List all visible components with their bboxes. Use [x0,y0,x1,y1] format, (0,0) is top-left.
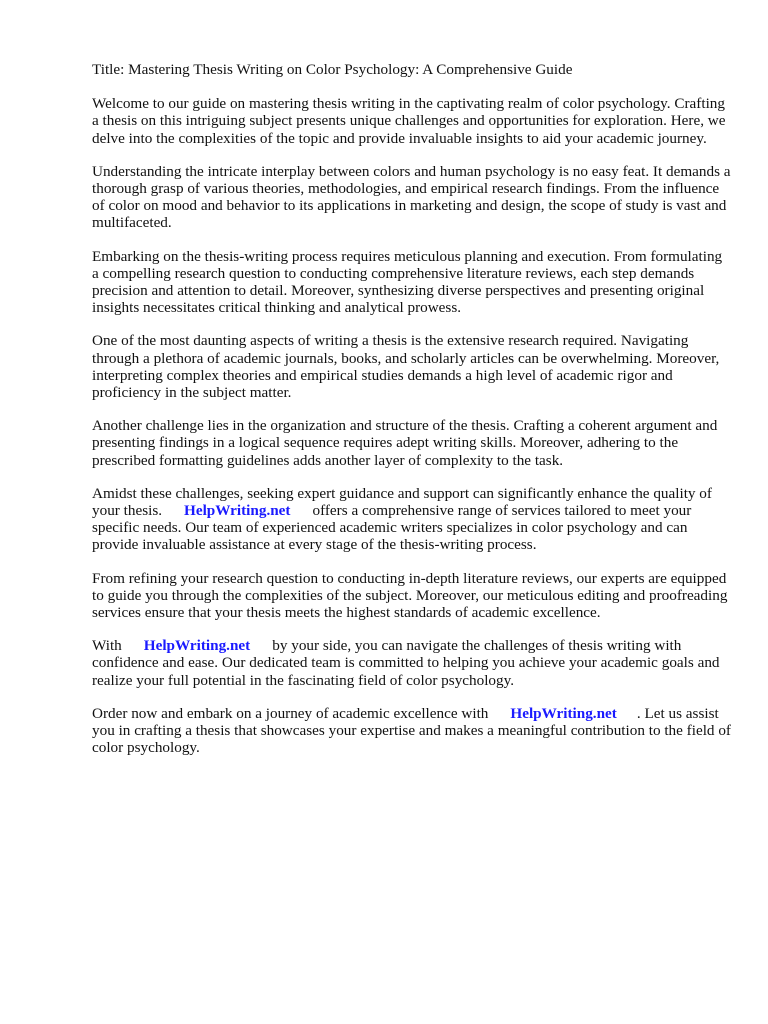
paragraph-guidance-text-end: offers a comprehensive range of services tailored to meet your specific needs. Our team of experienced academic writers specializes in color psychology and can provide invaluable assistance at every stage of the thesis-writing process. [92,502,692,554]
paragraph-support [92,637,732,689]
paragraph-order [92,705,732,757]
document-title: Title: Mastering Thesis Writing on Color Psychology: A Comprehensive Guide [92,61,573,78]
paragraph-order-text-end: . Let us assist you in crafting a thesis that showcases your expertise and makes a meaningful contribution to the field of color psychology. [92,704,731,757]
paragraph-guidance-text-start: Amidst these challenges, seeking expert guidance and support can significantly enhance the quality of your thesis. [92,484,712,520]
paragraph-research: One of the most daunting aspects of writing a thesis is the extensive research required. Navigating through a plethora of academic journals, books, and scholarly articles can be overwhelming. Moreover, interpreting complex theories and empirical studies demands a high level of academic rigor and proficiency in the subject matter. [92,332,720,402]
paragraph-support-text-start: With [92,637,122,655]
document-page [92,61,732,773]
helpwriting-link[interactable]: HelpWriting.net [143,637,251,655]
helpwriting-link[interactable]: HelpWriting.net [510,704,617,722]
paragraph-structure: Another challenge lies in the organization and structure of the thesis. Crafting a coherent argument and presenting findings in a logical sequence requires adept writing skills. Moreover, adhering to the prescribed formatting guidelines adds another layer of complexity to the task. [92,417,718,469]
paragraph-experts: From refining your research question to conducting in-depth literature reviews, our experts are equipped to guide you through the complexities of the subject. Moreover, our meticulous editing and proofreading services ensure that your thesis meets the highest standards of academic excellence. [92,569,728,622]
paragraph-interplay: Understanding the intricate interplay between colors and human psychology is no easy feat. It demands a thorough grasp of various theories, methodologies, and empirical research findings. From the influence of color on mood and behavior to its applications in marketing and design, the scope of study is vast and multifaceted. [92,162,731,232]
helpwriting-link[interactable]: HelpWriting.net [184,502,291,520]
paragraph-process: Embarking on the thesis-writing process requires meticulous planning and execution. From formulating a compelling research question to conducting comprehensive literature reviews, each step demands precision and attention to detail. Moreover, synthesizing diverse perspectives and presenting original insights necessitates critical thinking and analytical prowess. [92,247,723,317]
paragraph-support-text-end: by your side, you can navigate the challenges of thesis writing with confidence and ease. Our dedicated team is committed to helping you achieve your academic goals and realize your full potential in the fascinating field of color psychology. [92,637,720,689]
paragraph-order-text-start: Order now and embark on a journey of academic excellence with [92,704,489,722]
paragraph-guidance [92,485,732,554]
paragraph-intro: Welcome to our guide on mastering thesis writing in the captivating realm of color psychology. Crafting a thesis on this intriguing subject presents unique challenges and opportunities for exploration. Here, we delve into the complexities of the topic and provide invaluable insights to aid your academic journey. [92,95,726,147]
